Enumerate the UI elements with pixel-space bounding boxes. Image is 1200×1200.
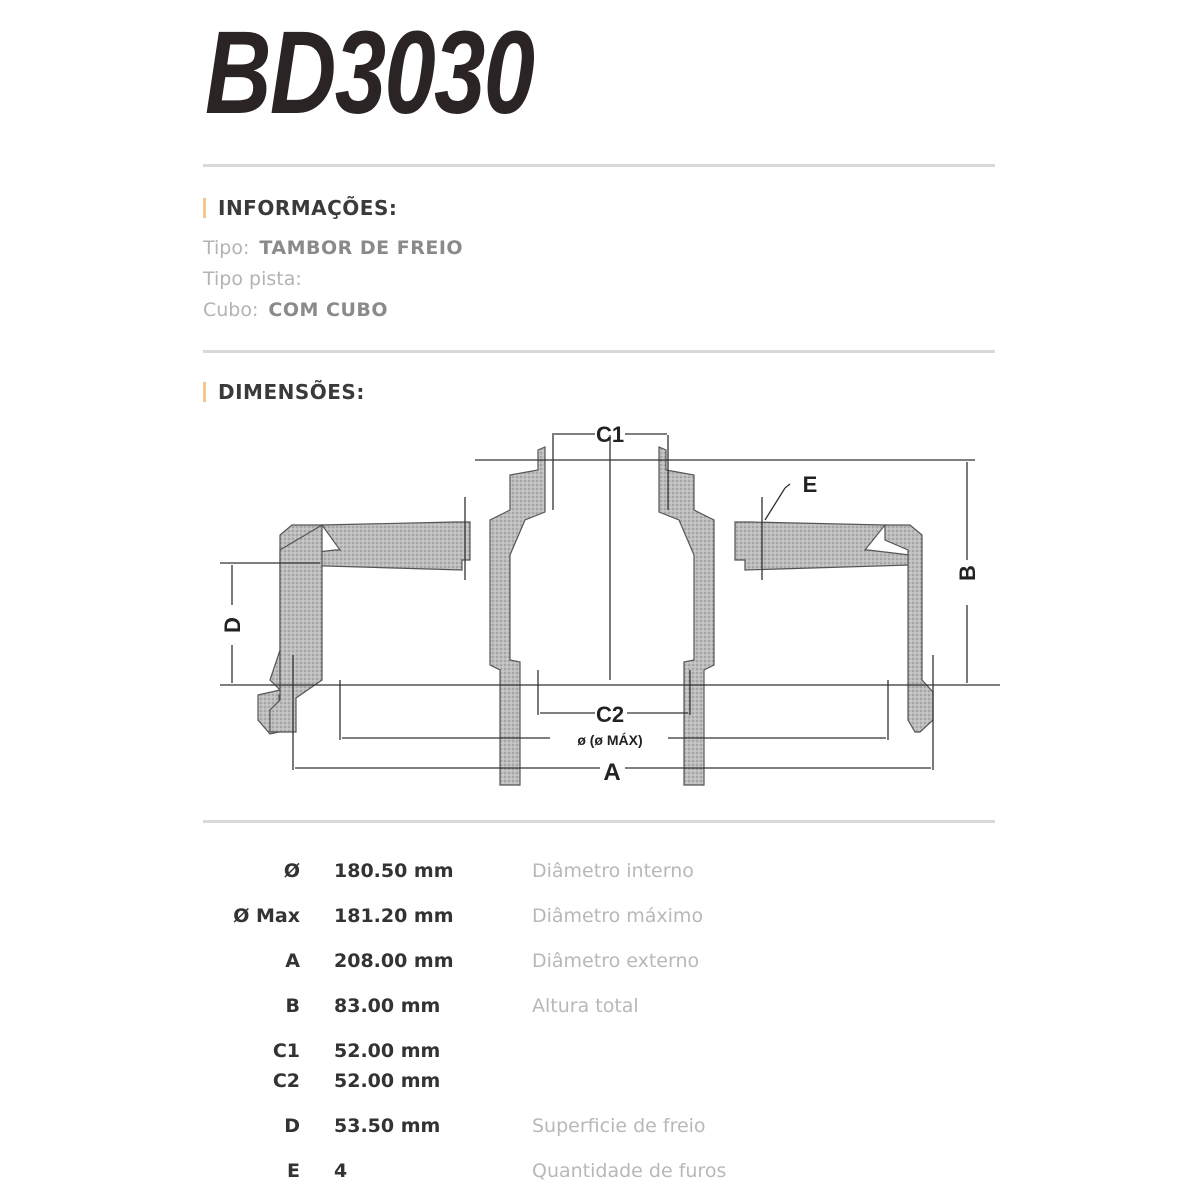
dim-key: Ø Max xyxy=(233,905,300,927)
brake-drum-diagram xyxy=(200,410,1000,790)
info-section-heading xyxy=(203,196,397,220)
dim-value: 208.00 mm xyxy=(334,950,454,972)
dim-key: Ø xyxy=(283,860,300,882)
info-value: TAMBOR DE FREIO xyxy=(259,237,464,259)
accent-bar xyxy=(203,198,206,218)
dim-desc: Diâmetro máximo xyxy=(532,905,704,927)
dim-desc: Quantidade de furos xyxy=(532,1160,727,1182)
info-label: Tipo: xyxy=(203,237,250,259)
dim-key: E xyxy=(287,1160,300,1182)
info-row-tipo-pista xyxy=(203,268,312,290)
product-code-title: BD3030 xyxy=(205,7,534,139)
dim-key: A xyxy=(285,950,300,972)
dim-key: C2 xyxy=(272,1070,300,1092)
dim-value: 52.00 mm xyxy=(334,1040,441,1062)
dim-value: 53.50 mm xyxy=(334,1115,441,1137)
dimension-labels xyxy=(220,422,980,786)
dim-value: 83.00 mm xyxy=(334,995,441,1017)
dim-desc: Diâmetro interno xyxy=(532,860,694,882)
dim-desc: Diâmetro externo xyxy=(532,950,700,972)
info-row-tipo xyxy=(203,237,463,259)
info-label: Cubo: xyxy=(203,299,259,321)
dim-key: D xyxy=(284,1115,300,1137)
dim-desc: Altura total xyxy=(532,995,639,1017)
dim-value: 181.20 mm xyxy=(334,905,454,927)
label-a: A xyxy=(603,759,621,786)
separator xyxy=(203,820,995,823)
label-e: E xyxy=(802,472,818,497)
label-c1: C1 xyxy=(595,422,625,447)
dim-value: 52.00 mm xyxy=(334,1070,441,1092)
dim-key: B xyxy=(285,995,300,1017)
label-d: D xyxy=(220,617,245,633)
label-c2: C2 xyxy=(595,702,625,727)
dimensions-heading-text: DIMENSÕES: xyxy=(218,380,365,404)
dimensions-section-heading xyxy=(203,380,365,404)
info-heading-text: INFORMAÇÕES: xyxy=(218,196,398,220)
label-diameter: ø (ø MÁX) xyxy=(577,732,643,748)
separator xyxy=(203,350,995,353)
dim-key: C1 xyxy=(272,1040,300,1062)
info-label: Tipo pista: xyxy=(203,268,302,290)
dim-value: 4 xyxy=(334,1160,348,1182)
dim-desc: Superficie de freio xyxy=(532,1115,706,1137)
label-b: B xyxy=(955,565,980,581)
dim-value: 180.50 mm xyxy=(334,860,454,882)
separator xyxy=(203,164,995,167)
info-value: COM CUBO xyxy=(268,299,389,321)
accent-bar xyxy=(203,382,206,402)
info-row-cubo xyxy=(203,299,388,321)
